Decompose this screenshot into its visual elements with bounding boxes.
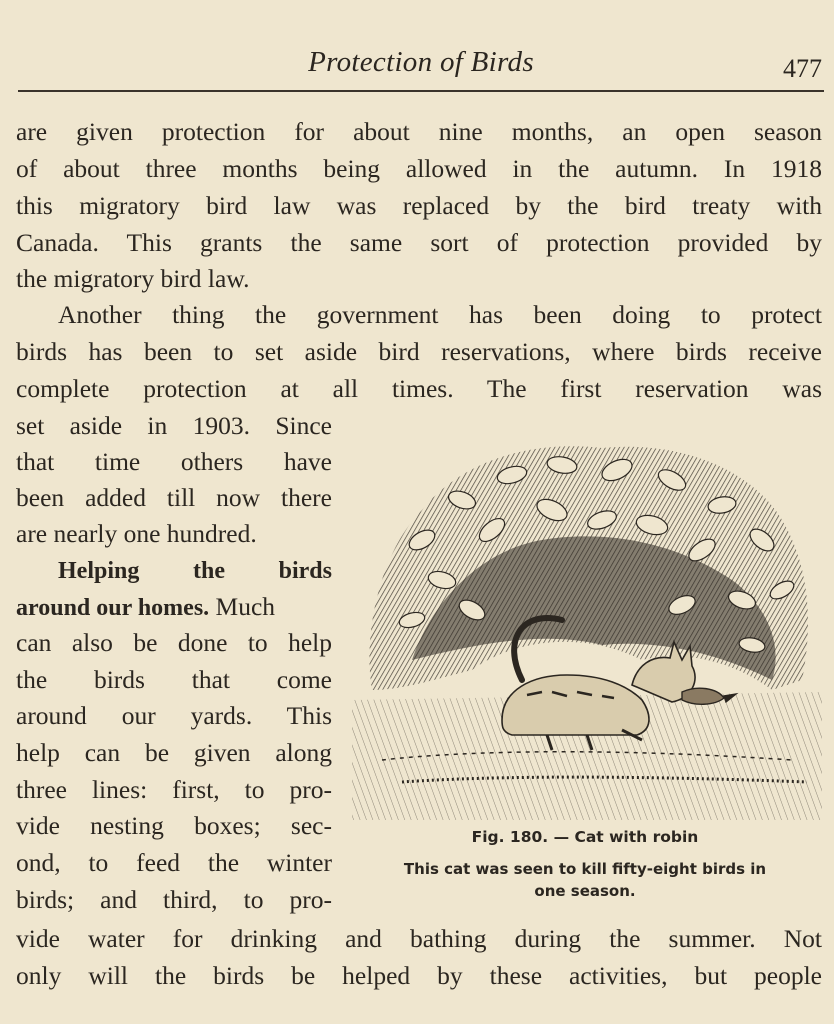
text-line: birds has been to set aside bird reservations, where birds receive bbox=[16, 337, 822, 366]
text-line: help can be given along bbox=[16, 738, 332, 767]
cat-with-robin-engraving bbox=[352, 430, 822, 820]
text-line: Another thing the government has been doing to protect bbox=[58, 300, 822, 329]
text-line: vide water for drinking and bathing during the summer. Not bbox=[16, 924, 822, 953]
text-line: are given protection for about nine months, an open season bbox=[16, 117, 822, 146]
section-heading-line: Helping the birds bbox=[58, 558, 332, 584]
text-line: three lines: first, to pro- bbox=[16, 775, 332, 804]
text-line: Canada. This grants the same sort of protection provided by bbox=[16, 228, 822, 257]
text-line: the birds that come bbox=[16, 665, 332, 694]
text-line: set aside in 1903. Since bbox=[16, 411, 332, 440]
text-line: complete protection at all times. The first reservation was bbox=[16, 374, 822, 403]
section-heading-line bbox=[16, 589, 332, 626]
text-line: birds; and third, to pro- bbox=[16, 885, 332, 914]
page-number: 477 bbox=[783, 54, 822, 83]
text-line: can also be done to help bbox=[16, 628, 332, 657]
text-line: of about three months being allowed in the autumn. In 1918 bbox=[16, 154, 822, 183]
running-head bbox=[18, 40, 824, 90]
running-title: Protection of Birds bbox=[308, 46, 534, 78]
section-heading: around our homes. bbox=[16, 595, 210, 621]
text-line: been added till now there bbox=[16, 483, 332, 512]
text-line: are nearly one hundred. bbox=[16, 519, 257, 548]
text-line: around our yards. This bbox=[16, 701, 332, 730]
figure-illustration bbox=[352, 430, 822, 820]
text-line: only will the birds be helped by these activities, but people bbox=[16, 961, 822, 990]
figure-caption-line: one season. bbox=[534, 882, 636, 900]
figure-caption-line: This cat was seen to kill fifty-eight birds in bbox=[403, 860, 767, 878]
figure-caption-title: Fig. 180. — Cat with robin bbox=[471, 828, 699, 846]
text-line: the migratory bird law. bbox=[16, 264, 250, 293]
text-run: Much bbox=[215, 592, 276, 621]
text-line: that time others have bbox=[16, 447, 332, 476]
header-rule bbox=[18, 90, 824, 92]
text-line: this migratory bird law was replaced by the bird treaty with bbox=[16, 191, 822, 220]
text-line: vide nesting boxes; sec- bbox=[16, 811, 332, 840]
text-line: ond, to feed the winter bbox=[16, 848, 332, 877]
